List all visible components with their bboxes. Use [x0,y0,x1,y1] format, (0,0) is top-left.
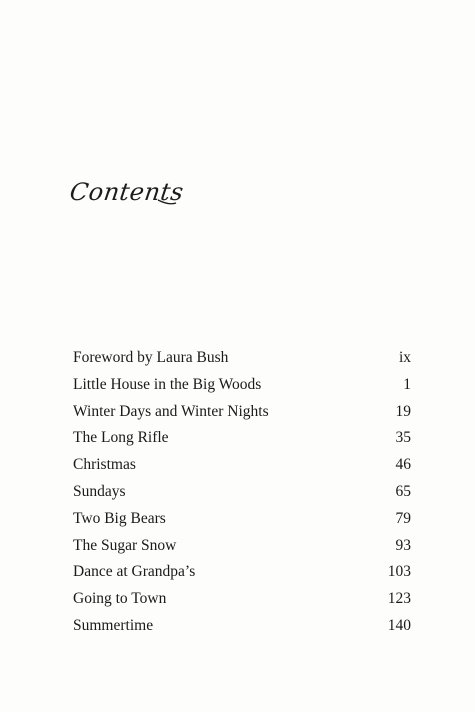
toc-entry-page: 65 [395,482,411,500]
toc-entry [73,506,411,533]
toc-entry-page: 140 [387,616,411,634]
toc-entry-page: 103 [387,563,411,581]
toc-entry-page: 1 [403,375,411,393]
toc-entry-title: The Sugar Snow [73,536,177,554]
table-of-contents [73,345,411,640]
toc-entry [73,425,411,452]
toc-entry-title: The Long Rifle [73,429,169,447]
toc-entry [73,533,411,560]
toc-entry-page: 93 [395,536,411,554]
toc-entry [73,479,411,506]
toc-entry-title: Winter Days and Winter Nights [73,402,269,420]
toc-entry-title: Sundays [73,482,126,500]
toc-entry-title: Foreword by Laura Bush [73,349,229,366]
toc-entry-title: Two Big Bears [73,509,166,527]
toc-entry [73,559,411,586]
toc-entry-page: 123 [387,590,411,608]
toc-entry-page: ix [398,349,411,366]
toc-entry [73,345,411,372]
heading-flourish-icon [70,194,180,214]
toc-entry-title: Dance at Grandpa’s [73,563,196,581]
contents-heading: Contents [68,178,186,206]
toc-entry-title: Summertime [73,616,154,634]
toc-entry [73,452,411,479]
toc-entry-title: Little House in the Big Woods [73,375,262,393]
toc-entry-title: Going to Town [73,590,167,608]
toc-entry-page: 46 [395,456,411,474]
toc-entry-page: 35 [395,429,411,447]
toc-entry-page: 19 [395,402,411,420]
toc-entry [73,399,411,426]
toc-entry [73,613,411,640]
toc-entry-title: Christmas [73,456,136,474]
toc-entry [73,372,411,399]
toc-entry [73,586,411,613]
toc-entry-page: 79 [395,509,411,527]
